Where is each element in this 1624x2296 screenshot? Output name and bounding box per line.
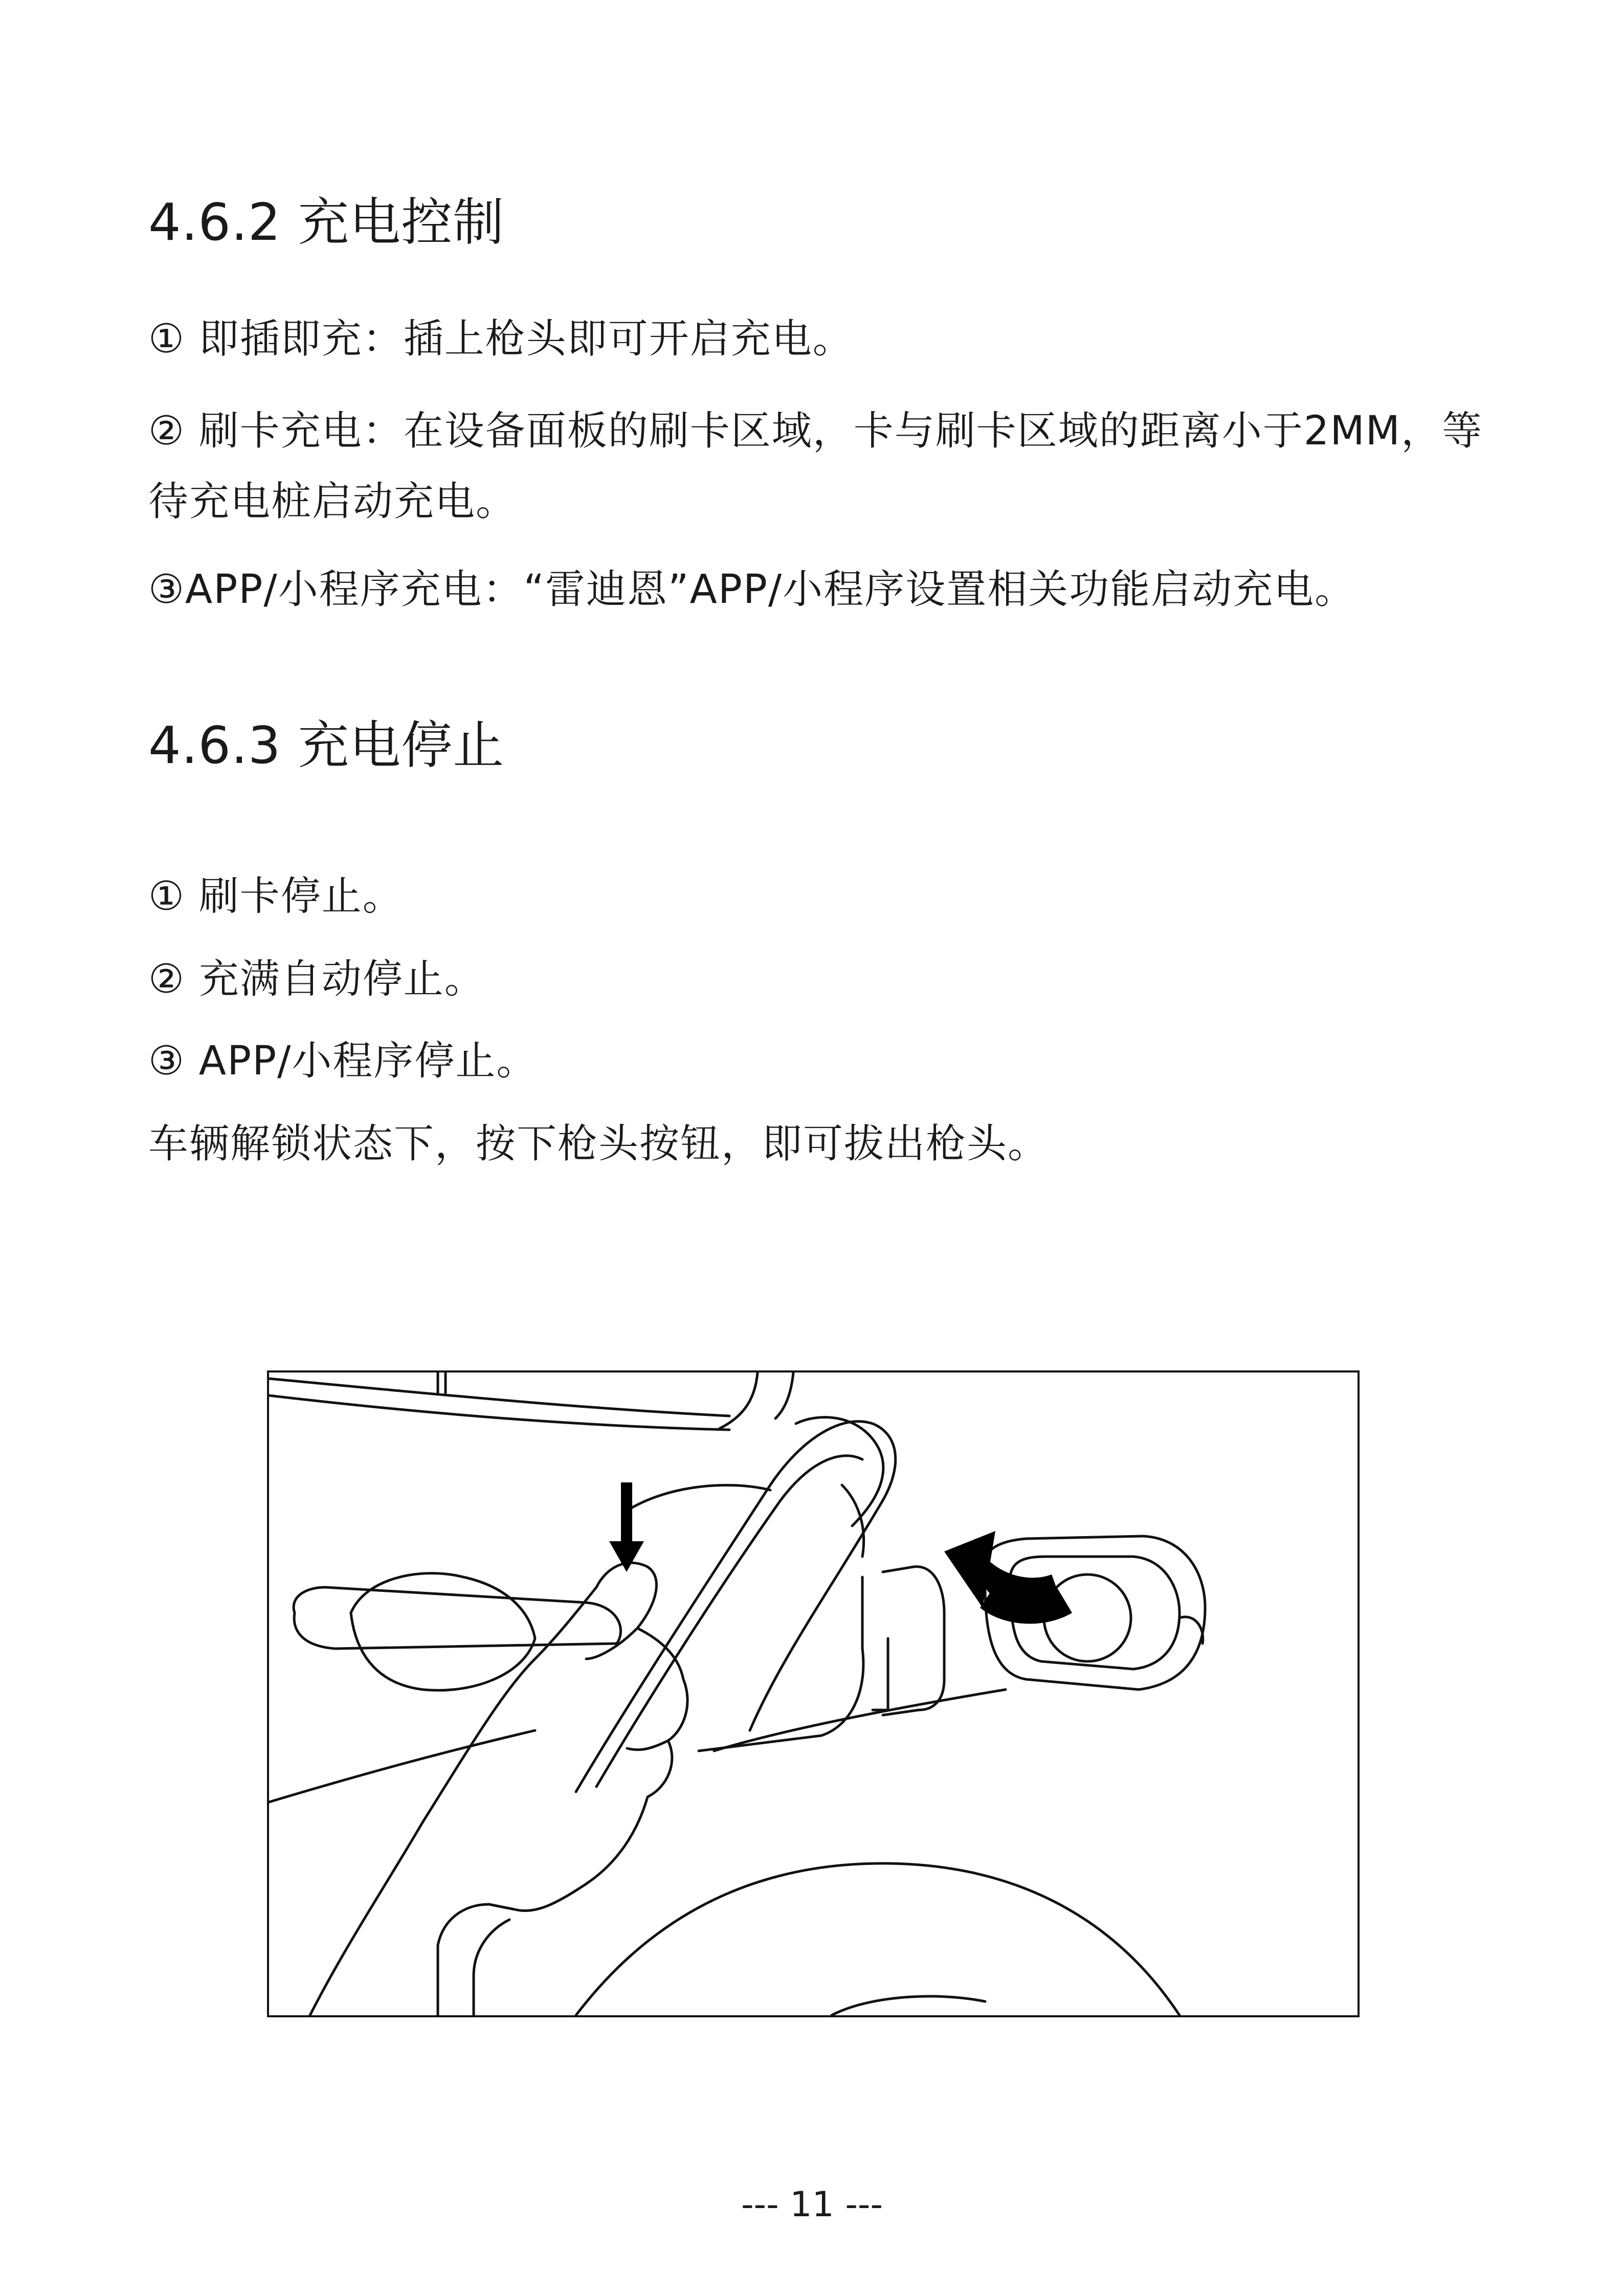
charge-method-app: ③APP/小程序充电：“雷迪恩”APP/小程序设置相关功能启动充电。	[148, 567, 1356, 613]
car-roof-line	[269, 1379, 729, 1416]
stop-method-app: ③ APP/小程序停止。	[148, 1038, 538, 1084]
stop-method-full: ② 充满自动停止。	[148, 956, 485, 1002]
charging-gun-head	[883, 1567, 944, 1715]
charging-gun-grip	[576, 1422, 896, 1792]
curved-arrow-icon	[944, 1531, 1072, 1624]
stop-method-card: ① 刷卡停止。	[148, 873, 404, 919]
unplug-note: 车辆解锁状态下，按下枪头按钮，即可拔出枪头。	[148, 1121, 1049, 1167]
hand	[489, 1563, 687, 1910]
section-heading-charge-stop: 4.6.3 充电停止	[148, 715, 505, 775]
charge-method-card: ② 刷卡充电：在设备面板的刷卡区域，卡与刷卡区域的距离小于2MM，等待充电桩启动充电。	[148, 408, 1483, 525]
down-arrow-icon	[609, 1482, 644, 1572]
page-number: --- 11 ---	[741, 2185, 883, 2225]
wheel-arch	[576, 1863, 1180, 2015]
section-heading-charge-control: 4.6.2 充电控制	[148, 192, 505, 252]
charging-cable	[438, 1904, 489, 2015]
charge-method-plug: ① 即插即充：插上枪头即可开启充电。	[148, 316, 854, 362]
charging-gun-illustration	[267, 1370, 1360, 2017]
